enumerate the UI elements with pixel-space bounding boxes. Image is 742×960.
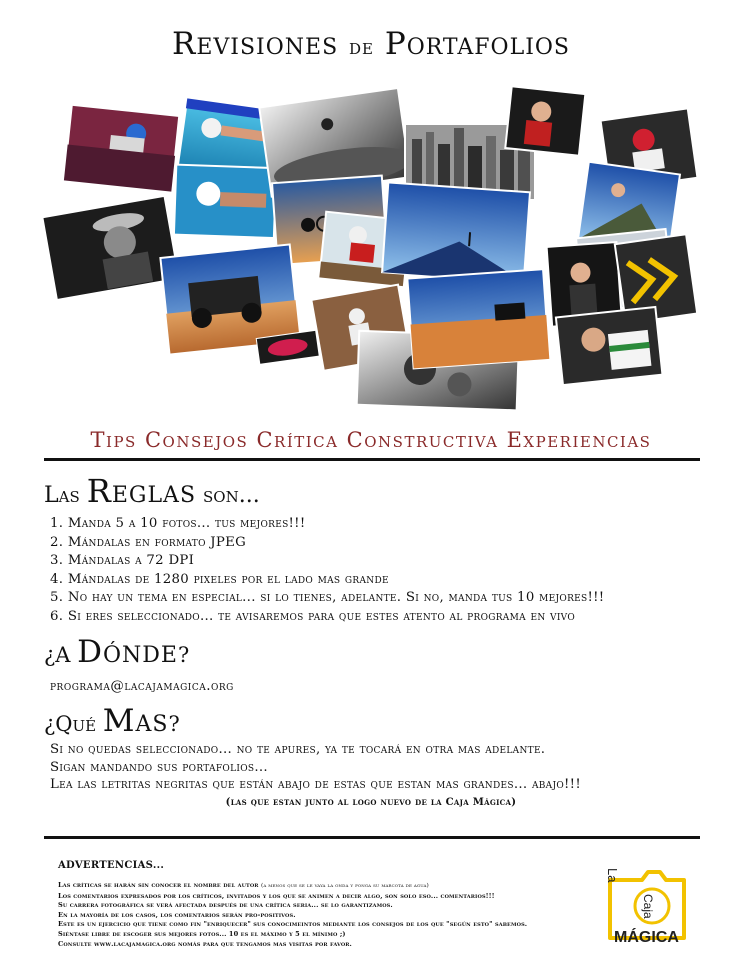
logo-magica: MÁGICA: [614, 929, 679, 946]
tips-banner: Tips Consejos Crítica Constructiva Experiencias: [90, 428, 652, 452]
photo-man-fish: [505, 86, 585, 155]
warn-line-main: Las críticas se harán sin conocer el nombre del autor: [58, 881, 259, 889]
photo-woman-jersey: [556, 307, 663, 385]
photo-singer: [42, 196, 179, 300]
donde-heading: [44, 634, 189, 670]
mas-post: ?: [168, 712, 180, 736]
rule-item: 6. Si eres seleccionado... te avisaremos para que estes atento al programa en vivo: [50, 608, 575, 624]
rules-list: [50, 515, 604, 627]
title-word-3: Portafolios: [384, 26, 570, 62]
donde-big: Dónde: [77, 634, 178, 670]
warn-line: Siéntase libre de escoger sus mejores fotos... 10 es el máximo y 5 el mínimo ;): [58, 929, 346, 938]
advertencias-body: [58, 881, 598, 949]
photo-swimmer-2: [174, 165, 276, 238]
divider-bottom: [44, 836, 700, 839]
mas-big: Mas: [102, 703, 169, 739]
mas-heading: [44, 703, 180, 739]
mas-note: (las que estan junto al logo nuevo de la Caja Mágica): [225, 797, 517, 808]
donde-post: ?: [177, 643, 190, 667]
divider-top: [44, 458, 700, 461]
reglas-heading: [44, 472, 260, 510]
photo-collage: [40, 84, 700, 414]
warn-line-small: (a menos que se le vaya la onda y ponga su marcota de agua): [260, 883, 429, 889]
rule-item: 1. Manda 5 a 10 fotos... tus mejores!!!: [50, 516, 306, 531]
warn-line: Consulte www.lacajamagica.org nomás para que tengamos mas visitas por favor.: [58, 939, 352, 948]
mas-line: Lea las letritas negritas que están abajo de estas que estan mas grandes... abajo!!!: [50, 777, 581, 792]
mas-line: Sigan mandando sus portafolios...: [50, 759, 268, 775]
donde-pre: ¿A: [44, 643, 71, 667]
rule-item: 5. No hay un tema en especial... si lo tienes, adelante. Si no, manda tus 10 mejores!!!: [50, 590, 605, 606]
warn-line: Este es un ejercicio que tiene como fin "enriquecer" sus conocimeintos mediante los consejos de los que "según esto" sabemos.: [58, 920, 528, 929]
reglas-big: Reglas: [86, 472, 197, 510]
warn-line: [58, 881, 598, 892]
logo-la: La: [605, 868, 620, 883]
rule-item: 4. Mándalas de 1280 pixeles por el lado mas grande: [50, 571, 389, 587]
title-word-1: Revisiones: [171, 26, 339, 62]
reglas-post: son...: [203, 483, 260, 508]
warn-line: Los comentarios expresados por los críticos, invitados y los que se animen a decir algo, son solo eso... comentarios!!!: [58, 891, 495, 900]
title-word-2: de: [349, 35, 374, 60]
reglas-pre: Las: [44, 483, 80, 508]
rule-item: 2. Mándalas en formato JPEG: [50, 534, 247, 550]
advertencias-heading: ADVERTENCIAS...: [58, 860, 165, 871]
logo-caja: Caja: [641, 894, 655, 919]
rule-item: 3. Mándalas a 72 DPI: [50, 553, 195, 569]
mas-line: Si no quedas seleccionado... no te apures, ya te tocará en otra mas adelante.: [50, 742, 546, 757]
mas-pre: ¿Qué: [44, 712, 97, 736]
warn-line: Su carrera fotográfica se verá afectada después de una crítica seria... se lo garantizamos.: [58, 901, 393, 910]
photo-suv-desert: [407, 269, 549, 368]
email-link[interactable]: programa@lacajamagica.org: [50, 678, 234, 694]
photo-sprinter: [64, 105, 179, 192]
collage-canvas: [40, 84, 700, 414]
caja-magica-logo: [604, 858, 690, 948]
camera-logo-icon: [604, 858, 690, 948]
photo-dune: [382, 182, 530, 282]
mas-text: [50, 741, 581, 794]
page-title: [0, 26, 742, 62]
warn-line: En la mayoría de los casos, los comentarios serán pro-positivos.: [58, 910, 296, 919]
